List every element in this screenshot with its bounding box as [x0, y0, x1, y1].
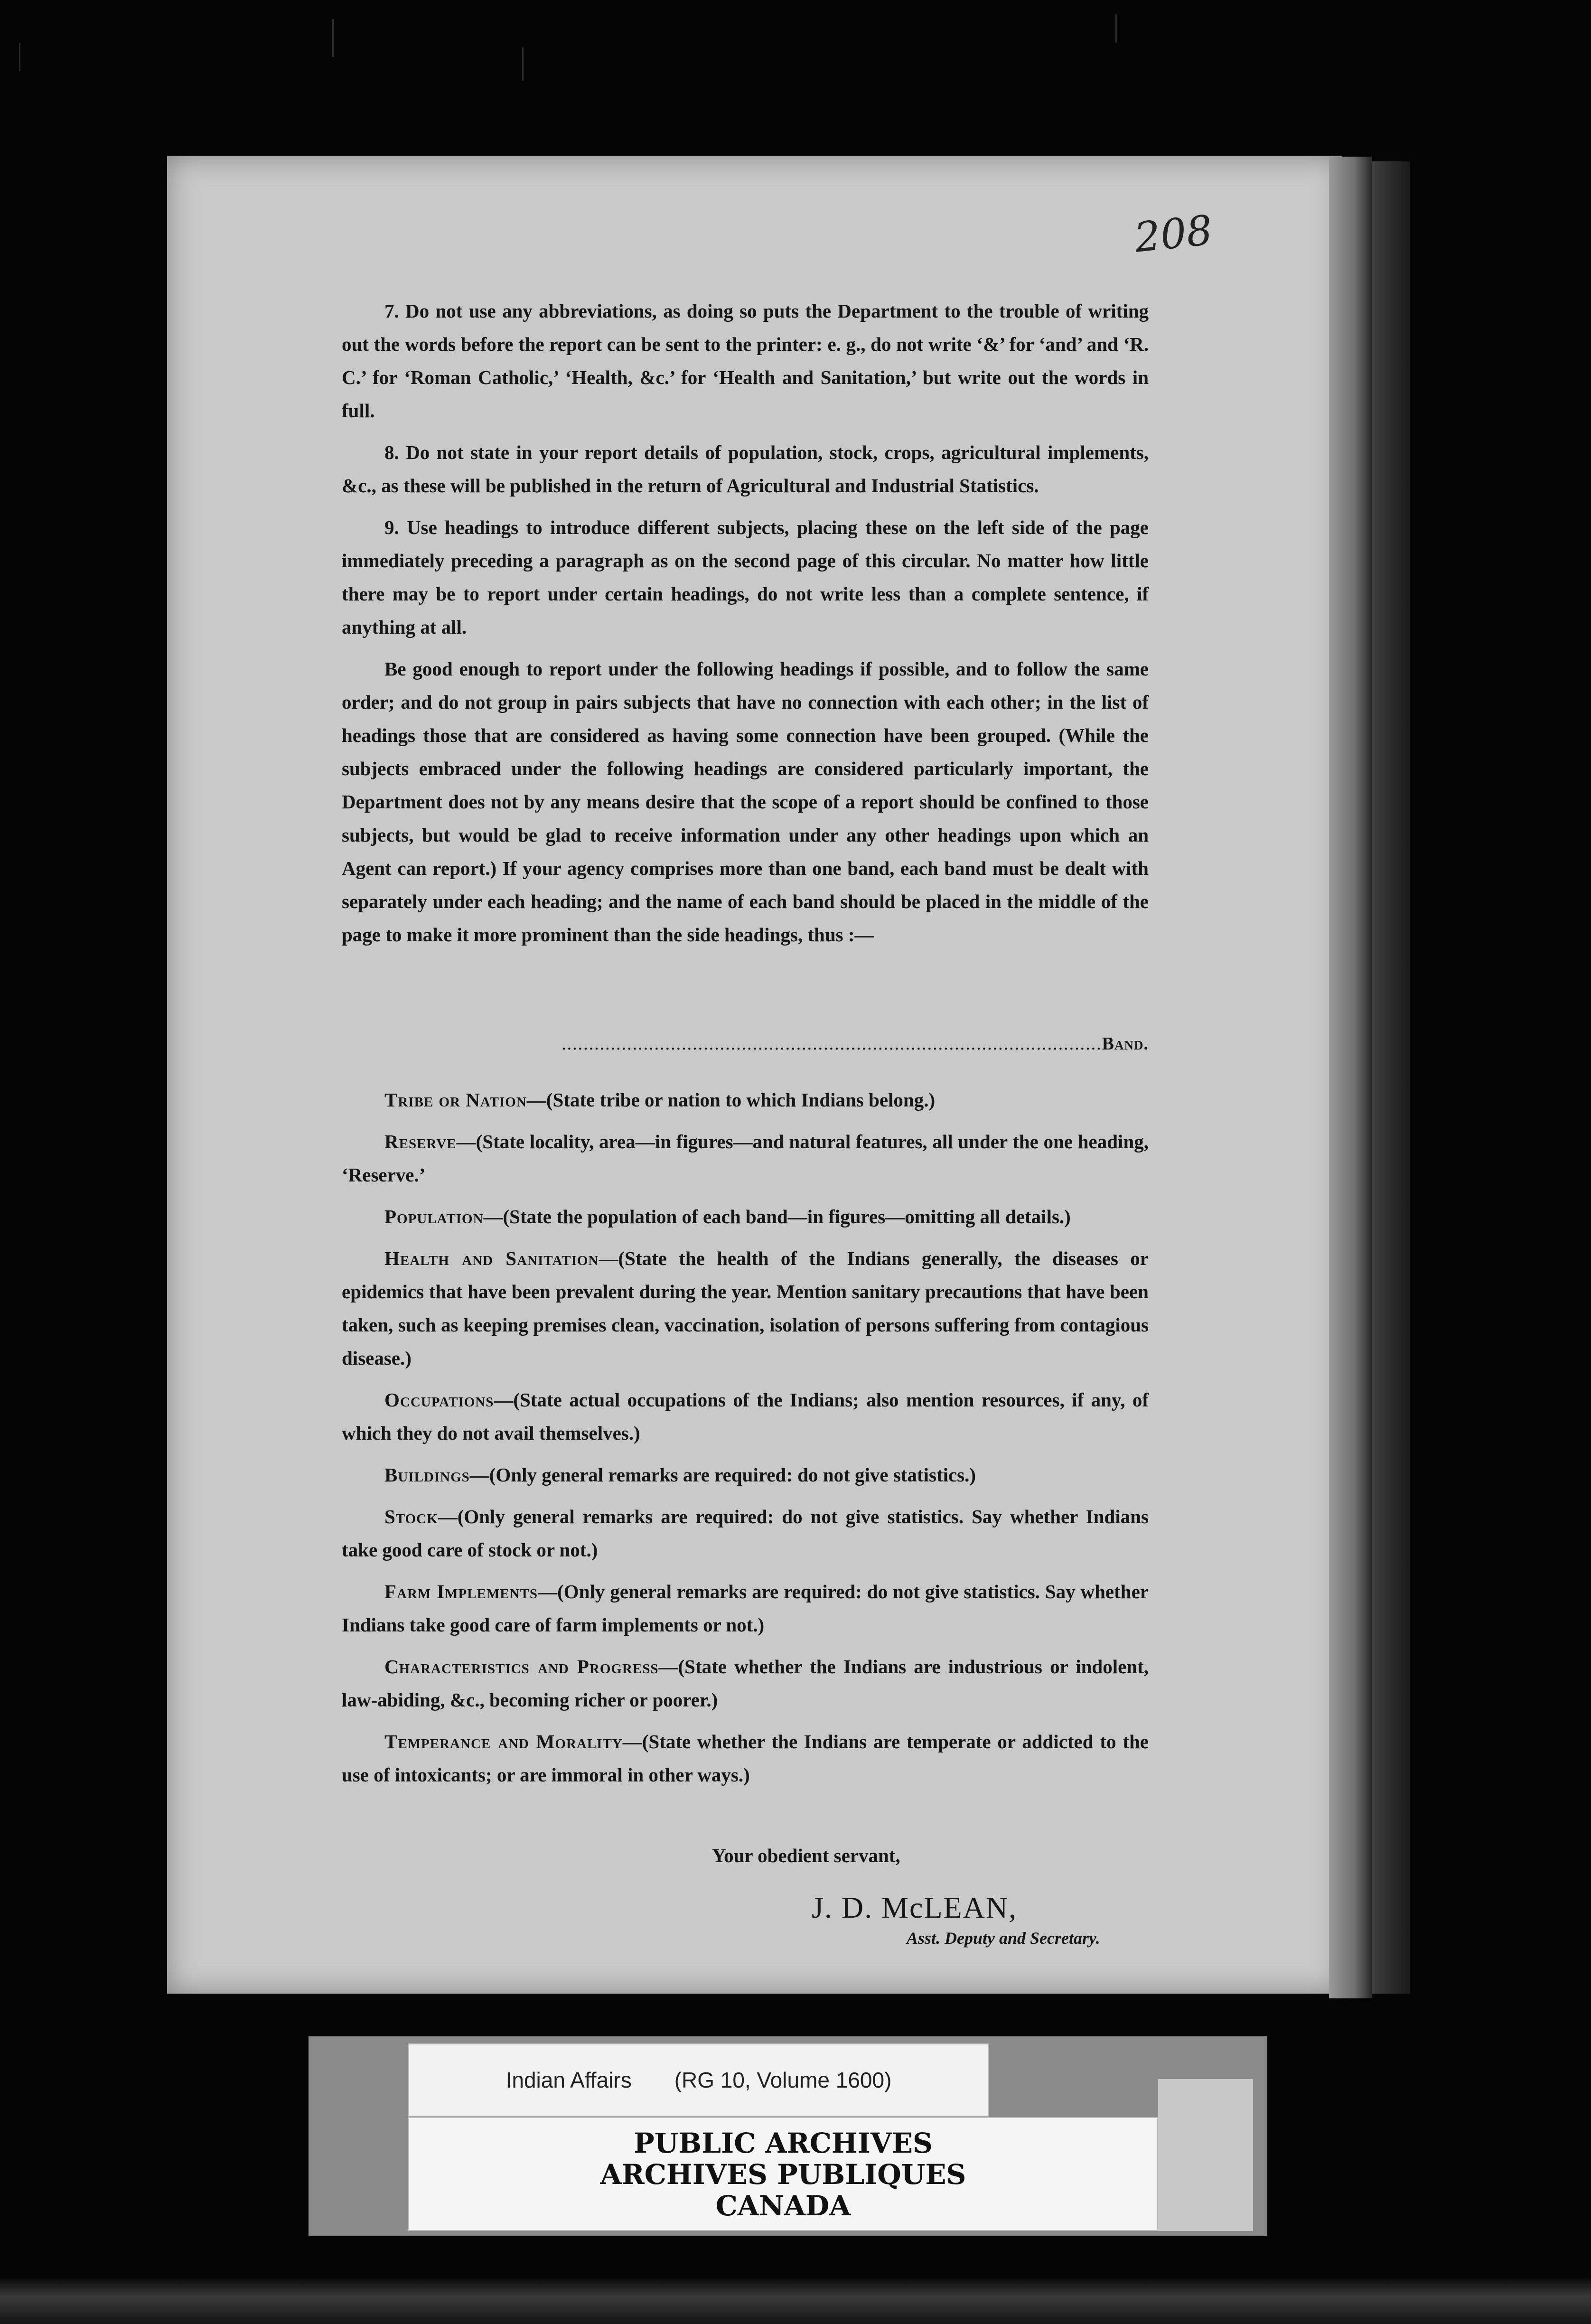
paragraph-7: 7. Do not use any abbreviations, as doing so puts the Department to the trouble of writing out the words before the report can be sent to the printer: e. g., do not write ‘&’ for ‘and’ and ‘R. C.’ for ‘Roman Catholic,’ ‘Health, &c.’ for ‘Health and Sanitation,’ but write out the words in full. — [342, 300, 1149, 422]
archives-line-3: CANADA — [715, 2190, 851, 2222]
band-placeholder-line — [342, 1027, 1149, 1060]
archive-label-side — [1158, 2079, 1253, 2231]
heading-title: Buildings — [384, 1464, 470, 1486]
closing-salutation: Your obedient servant, — [712, 1845, 900, 1866]
film-scratch — [19, 43, 20, 71]
film-scratch — [522, 47, 524, 81]
film-bottom-edge — [0, 2278, 1591, 2324]
archive-reference: (RG 10, Volume 1600) — [674, 2068, 892, 2092]
paragraph-9: 9. Use headings to introduce different subjects, placing these on the left side of the page immediately preceding a paragraph as on the second page of this circular. No matter how little there may be to report under certain headings, do not write less than a complete sentence, if anything at all. — [342, 516, 1149, 638]
heading-text: —(State actual occupations of the Indians; also mention resources, if any, of which they do not avail themselves.) — [342, 1389, 1149, 1444]
band-dots: ................................................................................................... — [562, 1034, 1102, 1054]
film-scratch — [332, 19, 334, 57]
heading-text: —(State tribe or nation to which Indians belong.) — [526, 1089, 936, 1111]
heading-title: Temperance and Morality — [384, 1731, 623, 1752]
archive-reference-label — [408, 2043, 989, 2117]
public-archives-stamp — [408, 2117, 1158, 2231]
heading-population — [342, 1200, 1149, 1233]
heading-text: —(State whether the Indians are temperate or addicted to the use of intoxicants; or are immoral in other ways.) — [342, 1731, 1149, 1786]
archive-collection: Indian Affairs — [505, 2068, 632, 2092]
heading-text: —(State locality, area—in figures—and natural features, all under the one heading, ‘Reserve.’ — [342, 1131, 1149, 1186]
heading-title: Tribe or Nation — [384, 1089, 527, 1111]
folio-number: 208 — [1132, 206, 1215, 262]
sheet-shadow-edge — [1329, 157, 1372, 1998]
heading-farm-implements — [342, 1575, 1149, 1641]
heading-stock — [342, 1500, 1149, 1566]
heading-buildings — [342, 1458, 1149, 1491]
heading-reserve — [342, 1125, 1149, 1191]
paragraph-headings-instructions: Be good enough to report under the following headings if possible, and to follow the same order; and do not group in pairs subjects that have no connection with each other; in the list of headings those that are considered as having some connection have been grouped. (While the subjects embraced under the following headings are considered particularly important, the Department does not by any means desire that the scope of a report should be confined to those subjects, but would be glad to receive information under any other headings upon which an Agent can report.) If your agency comprises more than one band, each band must be dealt with separately under each heading; and the name of each band should be placed in the middle of the page to make it more prominent than the side headings, thus :— — [342, 658, 1149, 946]
signatory-title: Asst. Deputy and Secretary. — [907, 1929, 1100, 1948]
heading-text: —(State the population of each band—in figures—omitting all details.) — [483, 1206, 1071, 1228]
heading-text: —(Only general remarks are required: do not give statistics. Say whether Indians take good care of stock or not.) — [342, 1506, 1149, 1561]
heading-title: Population — [384, 1206, 484, 1228]
heading-title: Characteristics and Progress — [384, 1656, 659, 1677]
paragraph-8: 8. Do not state in your report details of population, stock, crops, agricultural implements, &c., as these will be published in the return of Agricultural and Industrial Statistics. — [342, 441, 1149, 497]
heading-title: Occupations — [384, 1389, 494, 1411]
heading-title: Reserve — [384, 1131, 457, 1153]
film-scratch — [1115, 14, 1117, 43]
band-label: Band. — [1102, 1034, 1149, 1054]
signatory-name: J. D. McLEAN, — [812, 1891, 1018, 1924]
heading-health-and-sanitation — [342, 1242, 1149, 1375]
heading-title: Health and Sanitation — [384, 1247, 599, 1269]
archives-line-1: PUBLIC ARCHIVES — [634, 2127, 933, 2159]
heading-text: —(Only general remarks are required: do not give statistics.) — [469, 1464, 976, 1486]
heading-text: —(State whether the Indians are industrious or indolent, law-abiding, &c., becoming richer or poorer.) — [342, 1656, 1149, 1711]
heading-text: —(Only general remarks are required: do not give statistics. Say whether Indians take good care of farm implements or not.) — [342, 1581, 1149, 1636]
heading-text: —(State the health of the Indians generally, the diseases or epidemics that have been prevalent during the year. Mention sanitary precautions that have been taken, such as keeping premises clean, vaccination, isolation of persons suffering from contagious disease.) — [342, 1247, 1149, 1369]
heading-occupations — [342, 1383, 1149, 1450]
report-headings-list — [342, 1083, 1149, 1791]
heading-title: Farm Implements — [384, 1581, 538, 1602]
circular-text — [342, 294, 1149, 1955]
heading-characteristics-and-progress — [342, 1650, 1149, 1716]
heading-title: Stock — [384, 1506, 438, 1527]
heading-tribe-or-nation — [342, 1083, 1149, 1116]
archives-line-2: ARCHIVES PUBLIQUES — [600, 2158, 966, 2191]
heading-temperance-and-morality — [342, 1725, 1149, 1791]
